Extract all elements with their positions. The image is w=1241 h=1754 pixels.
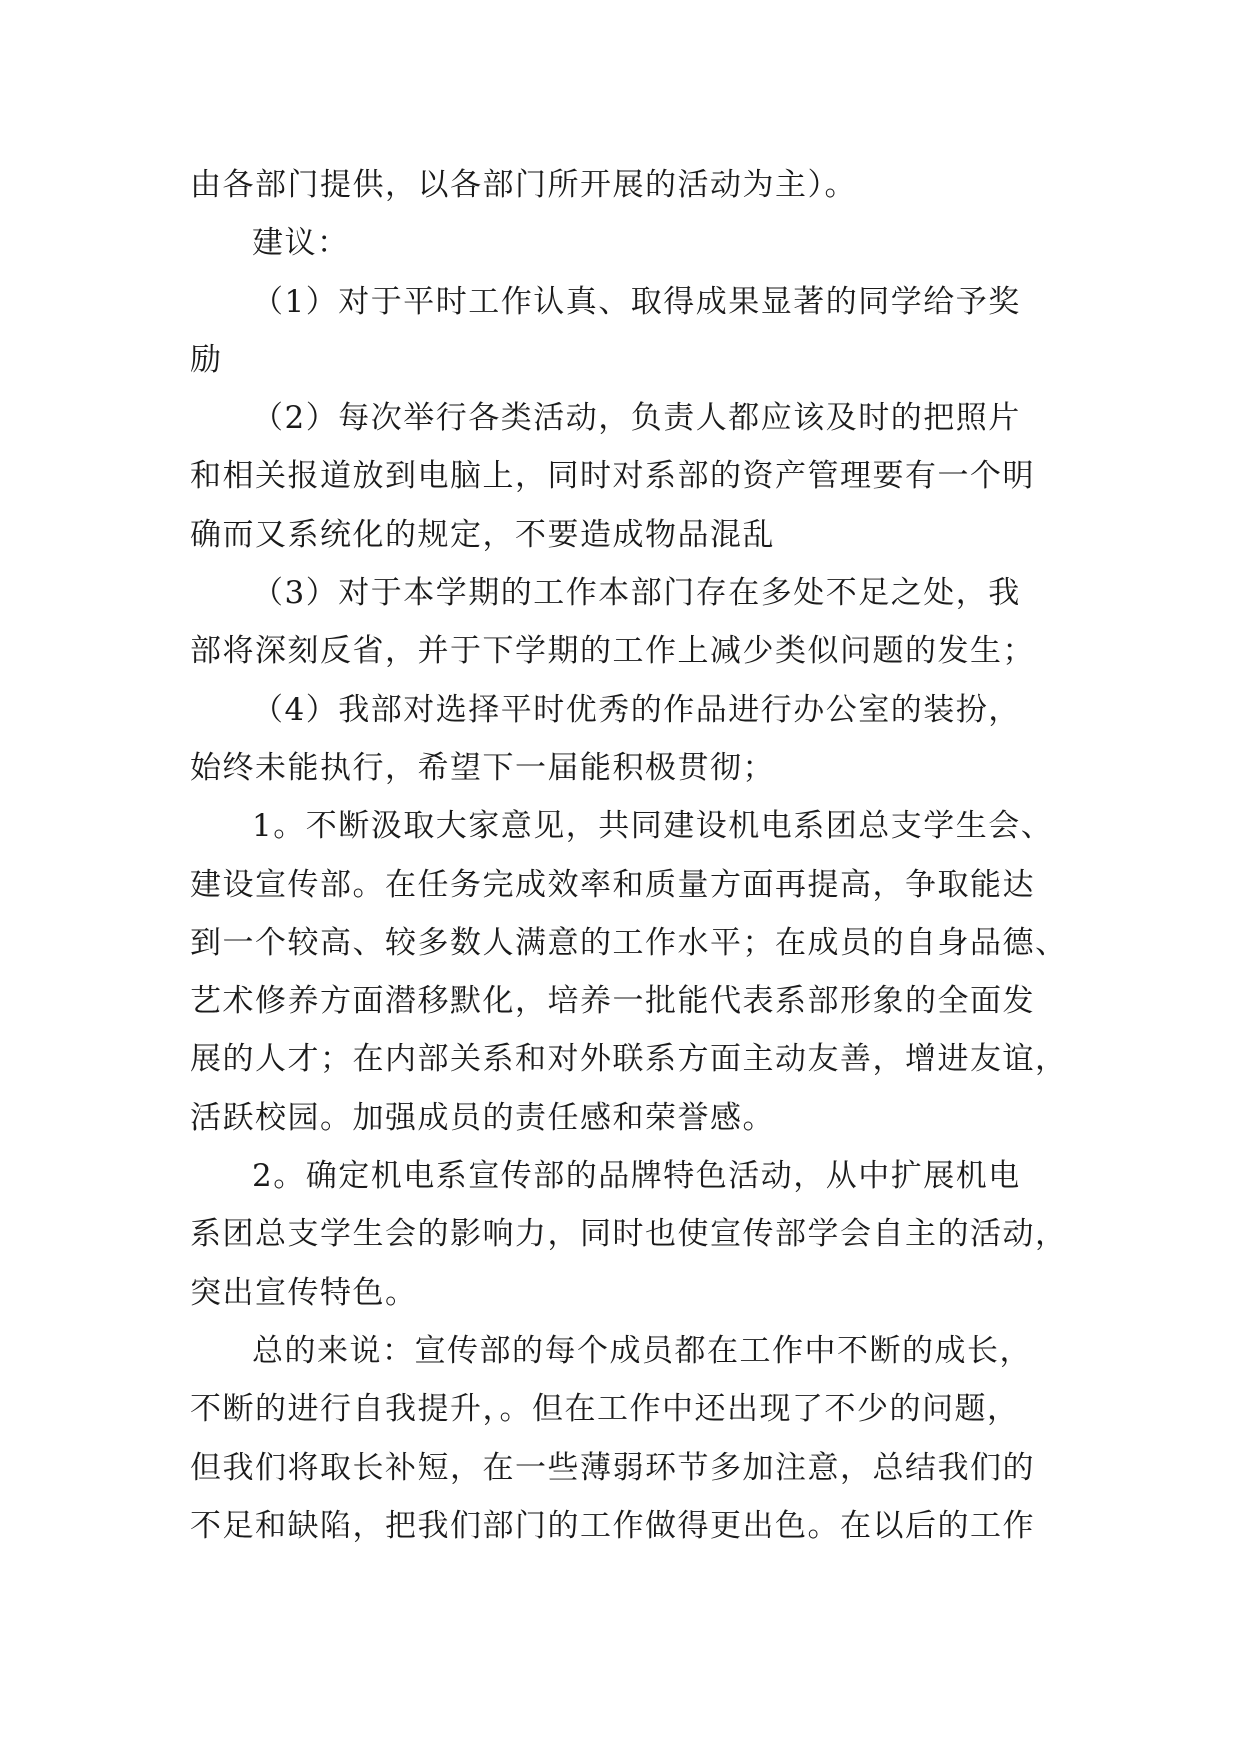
text-line: （2）每次举行各类活动，负责人都应该及时的把照片 bbox=[252, 400, 1021, 437]
text-line: 2。确定机电系宣传部的品牌特色活动，从中扩展机电 bbox=[252, 1158, 1021, 1195]
text-line: （1）对于平时工作认真、取得成果显著的同学给予奖 bbox=[252, 283, 1021, 320]
text-line: 建设宣传部。在任务完成效率和质量方面再提高，争取能达 bbox=[190, 866, 1035, 903]
text-line: 建议： bbox=[252, 225, 350, 262]
text-line: 总的来说：宣传部的每个成员都在工作中不断的成长， bbox=[252, 1332, 1032, 1369]
text-line: 艺术修养方面潜移默化，培养一批能代表系部形象的全面发 bbox=[190, 983, 1035, 1020]
text-line: 系团总支学生会的影响力，同时也使宣传部学会自主的活动， bbox=[190, 1216, 1068, 1253]
body-text bbox=[190, 156, 1070, 1555]
text-line: 活跃校园。加强成员的责任感和荣誉感。 bbox=[190, 1099, 775, 1136]
text-line: 由各部门提供，以各部门所开展的活动为主）。 bbox=[190, 167, 857, 203]
text-line: 展的人才；在内部关系和对外联系方面主动友善，增进友谊， bbox=[190, 1041, 1068, 1078]
text-line: （4）我部对选择平时优秀的作品进行办公室的装扮， bbox=[252, 691, 1021, 728]
text-line: 到一个较高、较多数人满意的工作水平；在成员的自身品德、 bbox=[190, 924, 1068, 961]
text-line: 1。不断汲取大家意见，共同建设机电系团总支学生会、 bbox=[252, 808, 1054, 845]
text-line: 但我们将取长补短，在一些薄弱环节多加注意，总结我们的 bbox=[190, 1449, 1035, 1486]
text-line: 突出宣传特色。 bbox=[190, 1274, 418, 1311]
text-line: 和相关报道放到电脑上，同时对系部的资产管理要有一个明 bbox=[190, 458, 1035, 495]
text-line: 不断的进行自我提升，。但在工作中还出现了不少的问题， bbox=[190, 1391, 1020, 1428]
text-line: 部将深刻反省，并于下学期的工作上减少类似问题的发生； bbox=[190, 633, 1035, 670]
text-line: （3）对于本学期的工作本部门存在多处不足之处，我 bbox=[252, 575, 1021, 612]
text-line: 不足和缺陷，把我们部门的工作做得更出色。在以后的工作 bbox=[190, 1507, 1035, 1544]
text-line: 确而又系统化的规定，不要造成物品混乱 bbox=[190, 516, 775, 553]
text-line: 始终未能执行，希望下一届能积极贯彻； bbox=[190, 749, 775, 786]
text-line: 励 bbox=[190, 341, 223, 378]
